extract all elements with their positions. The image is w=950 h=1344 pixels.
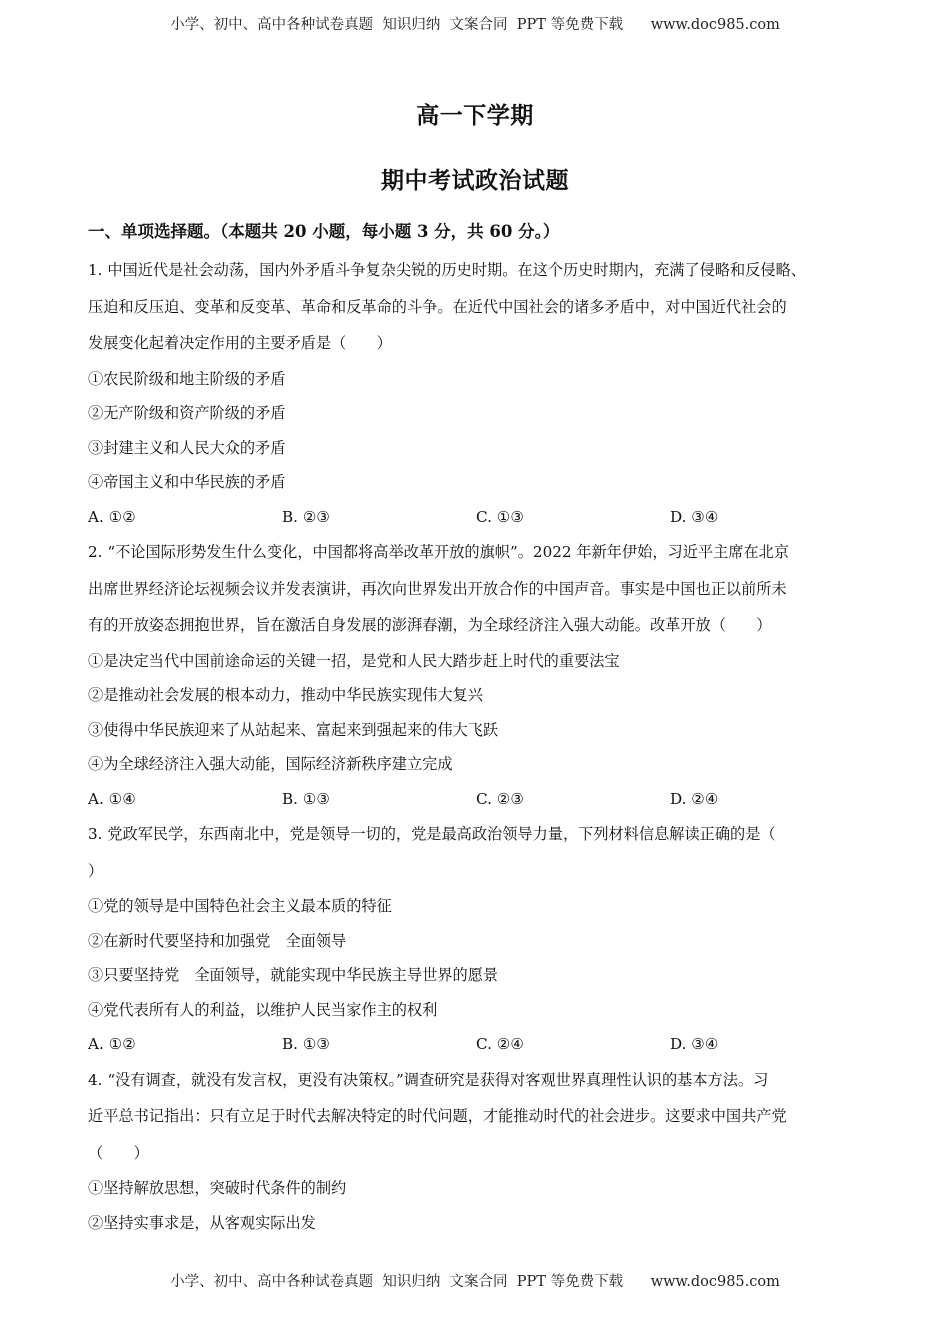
statement-item: ③封建主义和人民大众的矛盾 — [88, 438, 286, 457]
option-a: A. ①④ — [88, 789, 136, 808]
option-d: D. ③④ — [670, 1035, 719, 1053]
statement-item: ③使得中华民族迎来了从站起来、富起来到强起来的伟大飞跃 — [88, 720, 499, 739]
question-stem-line: ） — [88, 861, 104, 880]
option-c: C. ②③ — [476, 789, 524, 808]
page-footer: 小学、初中、高中各种试卷真题 知识归纳 文案合同 PPT 等免费下载 www.doc985.com — [170, 1274, 780, 1290]
statement-item: ①坚持解放思想，突破时代条件的制约 — [88, 1179, 347, 1197]
question-stem-line: 发展变化起着决定作用的主要矛盾是（ ） — [88, 334, 392, 352]
question-list — [88, 252, 868, 1240]
statement-item: ②无产阶级和资产阶级的矛盾 — [88, 404, 286, 422]
statement-item: ①农民阶级和地主阶级的矛盾 — [88, 369, 286, 388]
question-stem-line: 3. 党政军民学，东西南北中，党是领导一切的，党是最高政治领导力量，下列材料信息解读正确的是（ — [88, 825, 776, 843]
exam-title-line-2: 期中考试政治试题 — [381, 167, 569, 194]
answer-options — [88, 1027, 868, 1062]
statement-item: ④党代表所有人的利益，以维护人民当家作主的权利 — [88, 1000, 438, 1019]
question-stem-line: 压迫和反压迫、变革和反变革、革命和反革命的斗争。在近代中国社会的诸多矛盾中，对中国近代社会的 — [88, 297, 787, 316]
question-stem-line: （ ） — [88, 1143, 149, 1162]
option-b: B. ①③ — [282, 789, 331, 808]
option-c: C. ②④ — [476, 1035, 524, 1053]
option-a: A. ①② — [88, 507, 136, 526]
statement-item: ②坚持实事求是，从客观实际出发 — [88, 1213, 316, 1232]
question-3 — [88, 816, 868, 1062]
option-b: B. ②③ — [282, 507, 331, 526]
question-4 — [88, 1062, 868, 1241]
statement-item: ①党的领导是中国特色社会主义最本质的特征 — [88, 897, 392, 915]
page-header: 小学、初中、高中各种试卷真题 知识归纳 文案合同 PPT 等免费下载 www.doc985.com — [170, 17, 780, 33]
question-stem-line: 出席世界经济论坛视频会议并发表演讲，再次向世界发出开放合作的中国声音。事实是中国也正以前所未 — [88, 579, 787, 598]
question-stem-line: 4. “没有调查，就没有发言权，更没有决策权。”调查研究是获得对客观世界真理性认识的基本方法。习 — [88, 1070, 769, 1089]
statement-item: ④帝国主义和中华民族的矛盾 — [88, 473, 286, 491]
exam-title-line-1: 高一下学期 — [416, 102, 534, 129]
option-d: D. ②④ — [670, 789, 719, 808]
answer-options — [88, 500, 868, 535]
statement-item: ②是推动社会发展的根本动力，推动中华民族实现伟大复兴 — [88, 686, 483, 704]
question-stem-line: 1. 中国近代是社会动荡，国内外矛盾斗争复杂尖锐的历史时期。在这个历史时期内，充满了侵略和反侵略、 — [88, 261, 806, 279]
statement-item: ③只要坚持党 全面领导，就能实现中华民族主导世界的愿景 — [88, 966, 499, 984]
section-heading: 一、单项选择题。（本题共 20 小题，每小题 3 分，共 60 分。） — [88, 222, 560, 241]
question-stem-line: 2. “不论国际形势发生什么变化，中国都将高举改革开放的旗帜”。2022 年新年伊始，习近平主席在北京 — [88, 543, 790, 561]
question-1 — [88, 252, 868, 534]
option-a: A. ①② — [88, 1035, 136, 1053]
option-c: C. ①③ — [476, 507, 524, 526]
statement-item: ④为全球经济注入强大动能，国际经济新秩序建立完成 — [88, 755, 453, 773]
question-stem-line: 有的开放姿态拥抱世界，旨在激活自身发展的澎湃春潮，为全球经济注入强大动能。改革开放（ ） — [88, 616, 772, 634]
statement-item: ②在新时代要坚持和加强党 全面领导 — [88, 931, 347, 950]
statement-item: ①是决定当代中国前途命运的关键一招，是党和人民大踏步赶上时代的重要法宝 — [88, 651, 620, 670]
answer-options — [88, 782, 868, 817]
question-2 — [88, 534, 868, 816]
question-stem-line: 近平总书记指出：只有立足于时代去解决特定的时代问题，才能推动时代的社会进步。这要求中国共产党 — [88, 1107, 787, 1125]
option-b: B. ①③ — [282, 1035, 331, 1053]
option-d: D. ③④ — [670, 507, 719, 526]
